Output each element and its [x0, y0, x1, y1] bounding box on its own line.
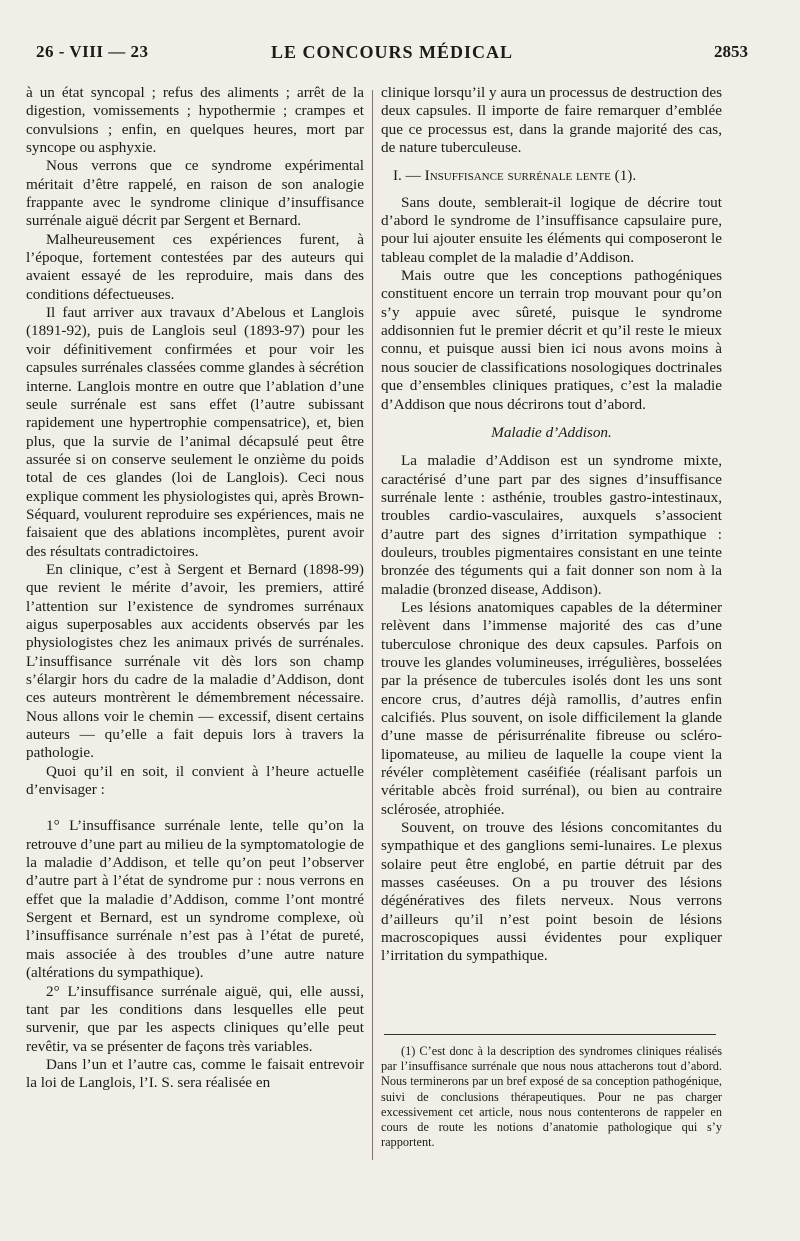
footnote [381, 1044, 722, 1150]
paragraph: Sans doute, semblerait-il logique de décrire tout d’abord le syndrome de l’insuffisance capsulaire pure, pour lui ajouter ensuite les éléments qui composeront le tableau complet de la maladie d’Addison. [381, 193, 722, 266]
paragraph: 2° L’insuffisance surrénale aiguë, qui, elle aussi, tant par les conditions dans lesquelles elle peut survenir, que par les aspects cliniques qu’elle peut revêtir, va se présenter de façons très variables. [26, 982, 364, 1055]
subsection-heading: Maladie d’Addison. [491, 423, 612, 441]
journal-title: LE CONCOURS MÉDICAL [270, 42, 514, 62]
paragraph: Nous verrons que ce syndrome expérimental méritait d’être rappelé, en raison de son analogie frappante avec le syndrome clinique d’insuffisance surrénale aiguë décrit par Sergent et Bernard. [26, 157, 364, 230]
running-header [36, 38, 748, 68]
left-column [26, 84, 364, 1093]
paragraph: à un état syncopal ; refus des aliments ; arrêt de la digestion, vomissements ; hypothermie ; crampes et convulsions ; enfin, en quelques heures, mort par syncope ou asphyxie. [26, 84, 364, 157]
page-folio-left: 26 - VIII — 23 [36, 42, 149, 61]
paragraph: Quoi qu’il en soit, il convient à l’heure actuelle d’envisager : [26, 762, 364, 799]
paragraph: Mais outre que les conceptions pathogéniques constituent encore un terrain trop mouvant pour qu’on s’y appuie avec sûreté, puisque le syndrome addisonnien fut le premier décrit et qu’il reste le mieux connu, et puisque aussi bien ici nous avons moins à nous soucier de classifications nosologiques doctrinales que d’ensembles cliniques pratiques, c’est la maladie d’Addison que nous décrirons tout d’abord. [381, 267, 722, 413]
right-column [381, 84, 722, 966]
paragraph: 1° L’insuffisance surrénale lente, telle qu’on la retrouve d’une part au milieu de la symptomatologie de la maladie d’Addison, et telle qu’on peut l’observer d’autre part à l’état de syndrome pur : nous verrons en effet que la maladie d’Addison, comme l’ont montré Sergent et Bernard, est un syndrome complexe, où l’insuffisance surrénale n’est pas à l’état de pureté, mais associée à des troubles d’une autre nature (altérations du sympathique). [26, 817, 364, 982]
page-number: 2853 [714, 42, 748, 61]
section-heading: I. — Insuffisance surrénale lente (1). [393, 167, 637, 185]
paragraph: En clinique, c’est à Sergent et Bernard (1898-99) que revient le mérite d’avoir, les premiers, attiré l’attention sur l’existence de syndromes surrénaux aigus superposables aux accidents observés par les physiologistes chez les animaux privés de surrénales. L’insuffisance surrénale vit dès lors son champ s’élargir hors du cadre de la maladie d’Addison, dont ces auteurs montrèrent le démembrement nécessaire. Nous allons voir le chemin — excessif, disent certains auteurs — qu’elle a fait depuis lors à travers la pathologie. [26, 560, 364, 762]
footnote-rule [384, 1034, 716, 1035]
paragraph: clinique lorsqu’il y aura un processus de destruction des deux capsules. Il importe de faire remarquer d’emblée que ce processus est, dans la grande majorité des cas, de nature tuberculeuse. [381, 84, 722, 157]
paragraph: La maladie d’Addison est un syndrome mixte, caractérisé d’une part par des signes d’insuffisance surrénale lente : asthénie, troubles gastro-intestinaux, troubles cardio-vasculaires, auxquels s’associent d’autre part des signes d’irritation sympathique : douleurs, troubles pigmentaires consistant en une teinte bronzée des téguments qui a fait donner son nom à la maladie (bronzed disease, Addison). [381, 452, 722, 598]
paragraph: Il faut arriver aux travaux d’Abelous et Langlois (1891-92), puis de Langlois seul (1893-97) pour les voir définitivement confirmées et pour voir les capsules surrénales classées comme glandes à sécrétion interne. Langlois montre en outre que l’ablation d’une seule surrénale est sans effet (l’autre subissant rapidement une hypertrophie compensatrice), et, bien plus, que la survie de l’animal décapsulé peut être assurée si on conserve seulement le onzième du poids total de ces glandes (loi de Langlois). Ceci nous explique comment les physiologistes qui, après Brown-Séquard, voulurent reproduire ses expériences, mais ne faisaient que des ablations incomplètes, purent avoir des résultats contradictoires. [26, 304, 364, 560]
paragraph: Souvent, on trouve des lésions concomitantes du sympathique et des ganglions semi-lunaires. Le plexus solaire peut être englobé, en partie détruit par des masses caséeuses. On a pu trouver des lésions dégénératives des filets nerveux. Nous verrons d’ailleurs qu’il n’est point besoin de lésions macroscopiques aussi évidentes pour expliquer l’irritation du sympathique. [381, 819, 722, 965]
paragraph: Malheureusement ces expériences furent, à l’époque, fortement contestées par des auteurs qui avaient essayé de les reproduire, mais dans des conditions défectueuses. [26, 230, 364, 303]
column-divider [372, 90, 373, 1160]
paragraph: Les lésions anatomiques capables de la déterminer relèvent dans l’immense majorité des cas d’une tuberculose chronique des deux capsules. Parfois on trouve les glandes volumineuses, irrégulières, bosselées par la présence de tubercules isolés dont les uns sont encore crus, d’autres déjà ramollis, d’autres enfin calcifiés. Plus souvent, on isole difficilement la glande d’une masse de périsurrénalite fibreuse ou scléro-lipomateuse, au milieu de laquelle la coupe vient la révéler complètement caséifiée (réalisant parfois un véritable abcès froid surrénal), ou bien au contraire sclérosée, atrophiée. [381, 598, 722, 818]
paragraph: Dans l’un et l’autre cas, comme le faisait entrevoir la loi de Langlois, l’I. S. sera réalisée en [26, 1055, 364, 1092]
footnote-text: (1) C’est donc à la description des syndromes cliniques réalisés par l’insuffisance surrénale que nous nous attacherons tout d’abord. Nous terminerons par un bref exposé de sa conception pathogénique, suivi de conclusions thérapeutiques. Pour ne pas charger excessivement cet article, nous nous contenterons de rappeler en cours de route les notions d’anatomie pathologique qui s’y rapportent. [381, 1044, 722, 1150]
